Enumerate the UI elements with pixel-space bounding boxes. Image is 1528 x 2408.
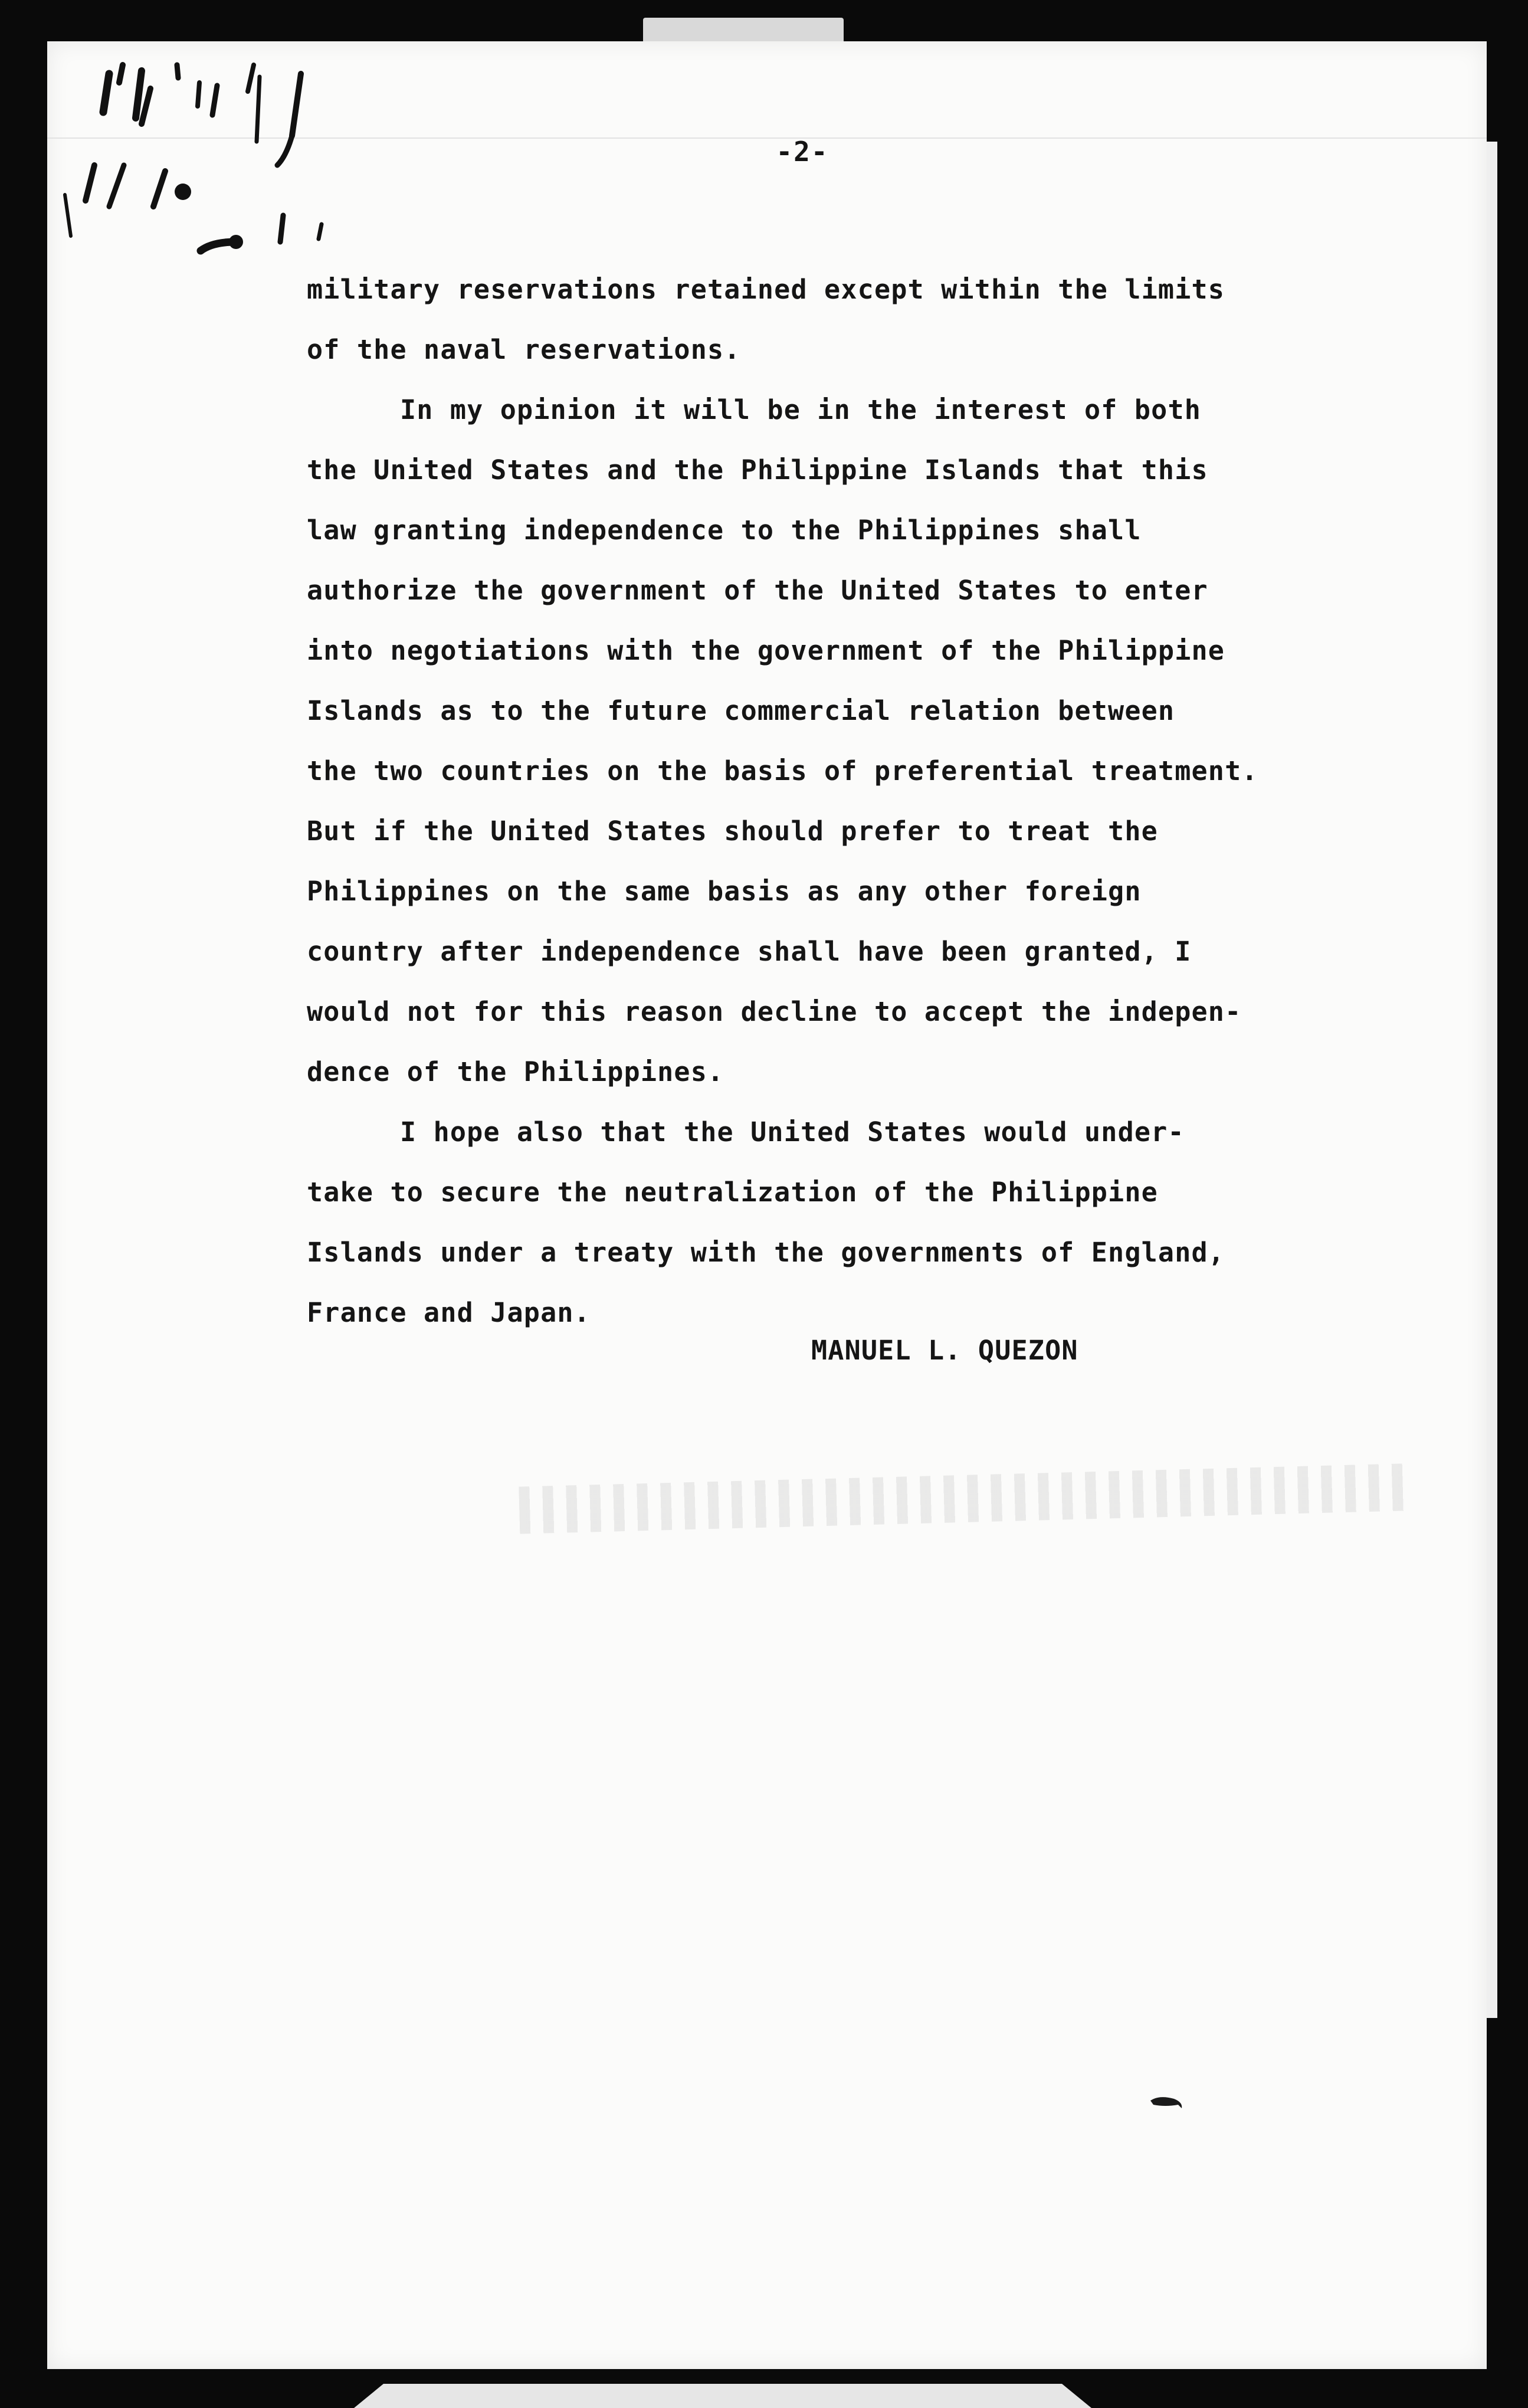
pencil-annotation-marks	[53, 47, 383, 283]
text-line: dence of the Philippines.	[307, 1056, 724, 1087]
signature-name: MANUEL L. QUEZON	[811, 1335, 1078, 1366]
text-line: Islands under a treaty with the governments of England,	[307, 1237, 1225, 1268]
ink-blot	[1147, 2092, 1195, 2115]
text-line: military reservations retained except within the limits	[307, 274, 1225, 305]
text-line: into negotiations with the government of the Philippine	[307, 635, 1225, 666]
text-line: take to secure the neutralization of the Philippine	[307, 1177, 1158, 1208]
scan-clip-bottom	[354, 2384, 1091, 2408]
letter-body	[307, 260, 1428, 1343]
text-line: would not for this reason decline to accept the indepen-	[307, 996, 1242, 1027]
paragraph-start-line: In my opinion it will be in the interest of both	[400, 394, 1202, 425]
scan-clip-tab	[643, 18, 844, 44]
page-edge-strip	[1487, 142, 1497, 2018]
text-line: law granting independence to the Philippines shall	[307, 515, 1142, 546]
paragraph-start-line: I hope also that the United States would under-	[400, 1116, 1185, 1148]
text-line: Philippines on the same basis as any other foreign	[307, 876, 1142, 907]
text-line: France and Japan.	[307, 1297, 591, 1328]
text-line: of the naval reservations.	[307, 334, 741, 365]
text-line: the two countries on the basis of preferential treatment.	[307, 755, 1258, 787]
text-line: Islands as to the future commercial relation between	[307, 695, 1175, 726]
page-number: -2-	[776, 136, 829, 168]
text-line: But if the United States should prefer to treat the	[307, 815, 1158, 847]
text-line: the United States and the Philippine Islands that this	[307, 454, 1208, 486]
text-line: country after independence shall have been granted, I	[307, 936, 1192, 967]
text-line: authorize the government of the United States to enter	[307, 575, 1208, 606]
